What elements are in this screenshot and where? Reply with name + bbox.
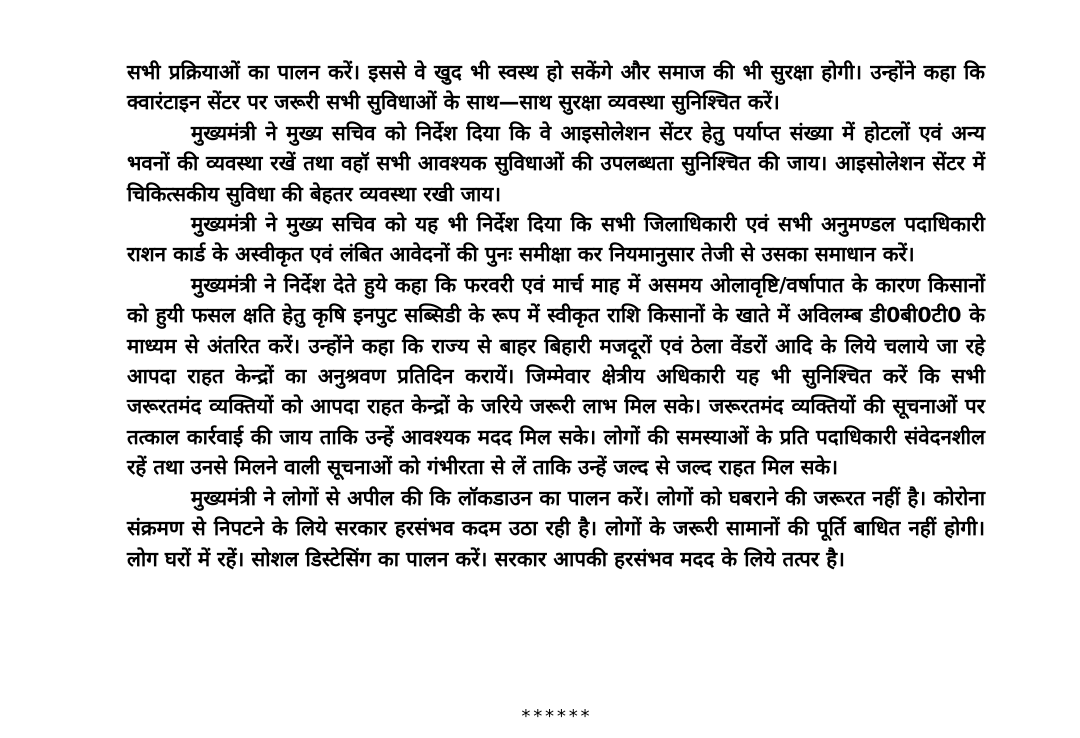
end-of-document-mark: ****** (520, 706, 592, 727)
paragraph-ration-cards: मुख्यमंत्री ने मुख्य सचिव को यह भी निर्देश दिया कि सभी जिलाधिकारी एवं सभी अनुमण्डल पदाधिकारी राशन कार्ड के अस्वीकृत एवं लंबित आवेदनों की पुनः समीक्षा कर नियमानुसार तेजी से उसका समाधान करें। (127, 212, 985, 267)
paragraph-continuation: सभी प्रक्रियाओं का पालन करें। इससे वे खुद भी स्वस्थ हो सकेंगे और समाज की भी सुरक्षा होगी। उन्होंने कहा कि क्वारंटाइन सेंटर पर जरूरी सभी सुविधाओं के साथ—साथ सुरक्षा व्यवस्था सुनिश्चित करें। (127, 60, 985, 115)
paragraph-isolation-centers: मुख्यमंत्री ने मुख्य सचिव को निर्देश दिया कि वे आइसोलेशन सेंटर हेतु पर्याप्त संख्या में होटलों एवं अन्य भवनों की व्यवस्था रखें तथा वहॉ सभी आवश्यक सुविधाओं की उपलब्धता सुनिश्चित की जाय। आइसोलेशन सेंटर में चिकित्सकीय सुविधा की बेहतर व्यवस्था रखी जाय। (127, 120, 985, 206)
document-body (127, 57, 985, 574)
paragraph-farmer-subsidy: मुख्यमंत्री ने निर्देश देते हुये कहा कि फरवरी एवं मार्च माह में असमय ओलावृष्टि/वर्षापात के कारण किसानों को हुयी फसल क्षति हेतु कृषि इनपुट सब्सिडी के रूप में स्वीकृत राशि किसानों के खाते में अविलम्ब डी0बी0टी0 के माध्यम से अंतरित करें। उन्होंने कहा कि राज्य से बाहर बिहारी मजदूरों एवं ठेला वेंडरों आदि के लिये चलाये जा रहे आपदा राहत केन्द्रों का अनुश्रवण प्रतिदिन करायें। जिम्मेवार क्षेत्रीय अधिकारी यह भी सुनिश्चित करें कि सभी जरूरतमंद व्यक्तियों को आपदा राहत केन्द्रों के जरिये जरूरी लाभ मिल सके। जरूरतमंद व्यक्तियों की सूचनाओं पर तत्काल कार्रवाई की जाय ताकि उन्हें आवश्यक मदद मिल सके। लोगों की समस्याओं के प्रति पदाधिकारी संवेदनशील रहें तथा उनसे मिलने वाली सूचनाओं को गंभीरता से लें ताकि उन्हें जल्द से जल्द राहत मिल सके। (127, 272, 985, 480)
paragraph-lockdown-appeal: मुख्यमंत्री ने लोगों से अपील की कि लॉकडाउन का पालन करें। लोगों को घबराने की जरूरत नहीं है। कोरोना संक्रमण से निपटने के लिये सरकार हरसंभव कदम उठा रही है। लोगों के जरूरी सामानों की पूर्ति बाधित नहीं होगी। लोग घरों में रहें। सोशल डिस्टेसिंग का पालन करें। सरकार आपकी हरसंभव मदद के लिये तत्पर है। (127, 485, 985, 571)
